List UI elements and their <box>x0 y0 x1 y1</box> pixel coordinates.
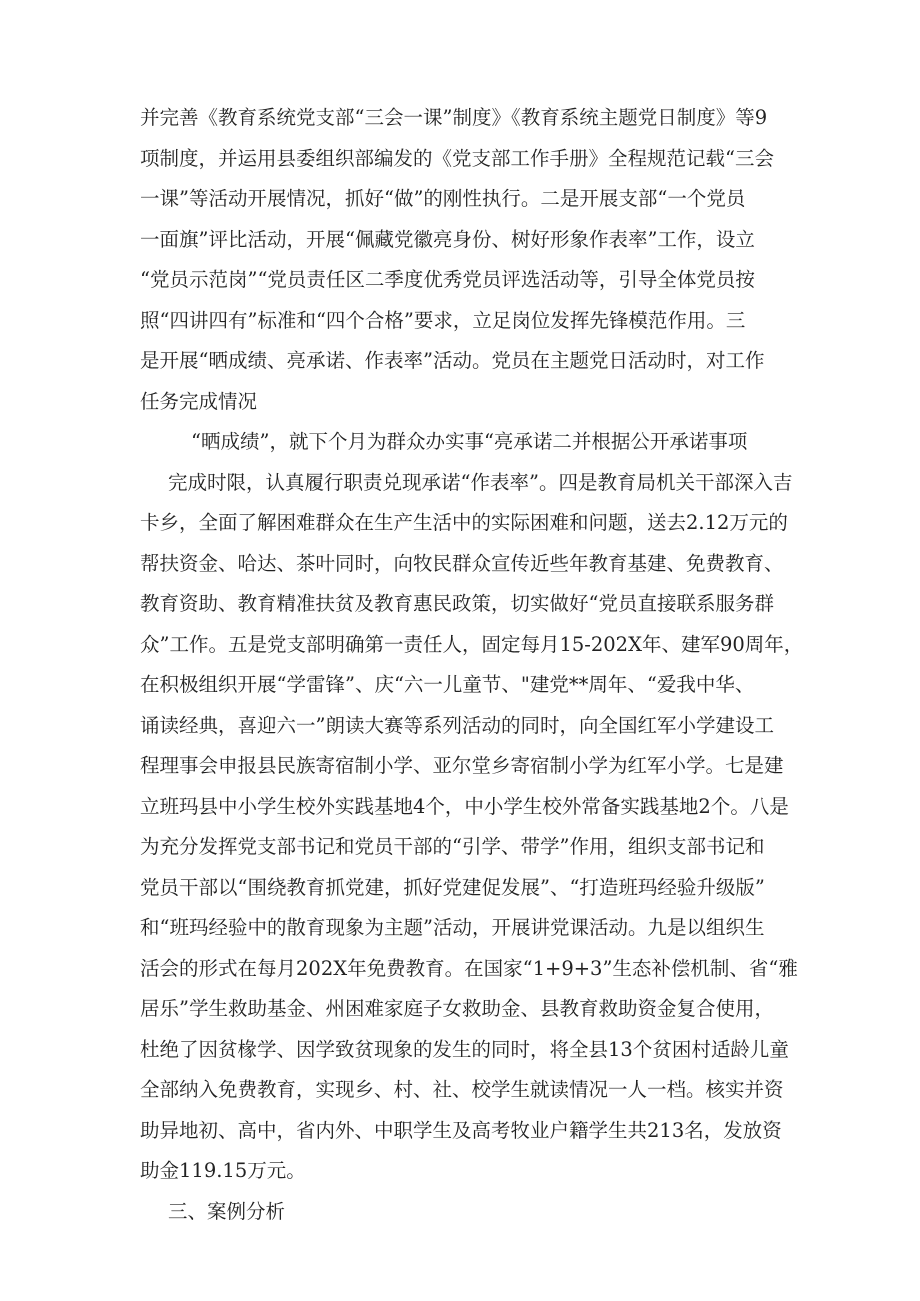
text-line: 为充分发挥党支部书记和党员干部的“引学、带学”作用，组织支部书记和 <box>140 835 765 858</box>
text-line: 是开展“晒成绩、亮承诺、作表率”活动。党员在主题党日活动时，对工作 <box>140 349 765 372</box>
text-line: 居乐”学生救助基金、州困难家庭子女救助金、县教育救助资金复合使用， <box>140 997 774 1020</box>
body-text <box>140 98 804 1232</box>
text-line: 活会的形式在每月202X年免费教育。在国家“1+9+3”生态补偿机制、省“雅 <box>140 956 798 980</box>
text-line: 项制度，并运用县委组织部编发的《党支部工作手册》全程规范记载“三会 <box>140 146 774 170</box>
text-line: 助异地初、高中，省内外、中职学生及高考牧业户籍学生共213名，发放资 <box>140 1118 782 1142</box>
text-line: 任务完成情况 <box>140 389 258 413</box>
text-line: “党员示范岗”“党员责任区二季度优秀党员评选活动等，引导全体党员按 <box>140 268 755 291</box>
text-line: 立班玛县中小学生校外实践基地4个，中小学生校外常备实践基地2个。八是 <box>140 794 789 818</box>
text-line: 帮扶资金、哈达、茶叶同时，向牧民群众宣传近些年教育基建、免费教育、 <box>140 551 784 575</box>
text-line: 党员干部以“围绕教育抓党建，抓好党建促发展”、“打造班玛经验升级版” <box>140 875 765 899</box>
text-line: 和“班玛经验中的散育现象为主题”活动，开展讲党课活动。九是以组织生 <box>140 916 765 939</box>
text-line: 卡乡，全面了解困难群众在生产生活中的实际困难和问题，送去2.12万元的 <box>140 511 788 534</box>
text-line: 全部纳入免费教育，实现乡、村、社、校学生就读情况一人一档。核实并资 <box>140 1078 784 1101</box>
text-line: 教育资助、教育精准扶贫及教育惠民政策，切实做好“党员直接联系服务群 <box>140 592 774 615</box>
text-line: 诵读经典，喜迎六一”朗读大赛等系列活动的同时，向全国红军小学建设工 <box>140 713 774 737</box>
text-line: 助金119.15万元。 <box>140 1159 306 1182</box>
text-line: 照“四讲四有”标准和“四个合格”要求，立足岗位发挥先锋模范作用。三 <box>140 308 746 332</box>
text-line: 杜绝了因贫椽学、因学致贫现象的发生的同时，将全县13个贫困村适龄儿童 <box>140 1037 789 1061</box>
text-line: 一课”等活动开展情况，抓好“做”的刚性执行。二是开展支部“一个党员 <box>140 187 746 210</box>
text-line: 一面旗”评比活动，开展“佩藏党徽亮身份、树好形象作表率”工作，设立 <box>140 227 755 251</box>
text-line: “晒成绩”，就下个月为群众办实事“亮承诺二并根据公开承诺事项 <box>191 430 748 453</box>
text-line: 程理事会申报县民族寄宿制小学、亚尔堂乡寄宿制小学为红军小学。七是建 <box>140 754 784 777</box>
text-line: 众”工作。五是党支部明确第一责任人，固定每月15-202X年、建军90周年， <box>140 632 804 656</box>
text-line: 并完善《教育系统党支部“三会一课”制度》《教育系统主题党日制度》等9 <box>140 106 768 129</box>
paragraph-1 <box>140 98 800 422</box>
text-line: 在积极组织开展“学雷锋”、庆“六一儿童节、"建党**周年、“爱我中华、 <box>140 673 755 696</box>
paragraph-2 <box>140 422 804 1192</box>
section-heading: 三、案例分析 <box>168 1199 286 1223</box>
text-line: 完成时限，认真履行职责兑现承诺“作表率”。四是教育局机关干部深入吉 <box>168 470 793 494</box>
